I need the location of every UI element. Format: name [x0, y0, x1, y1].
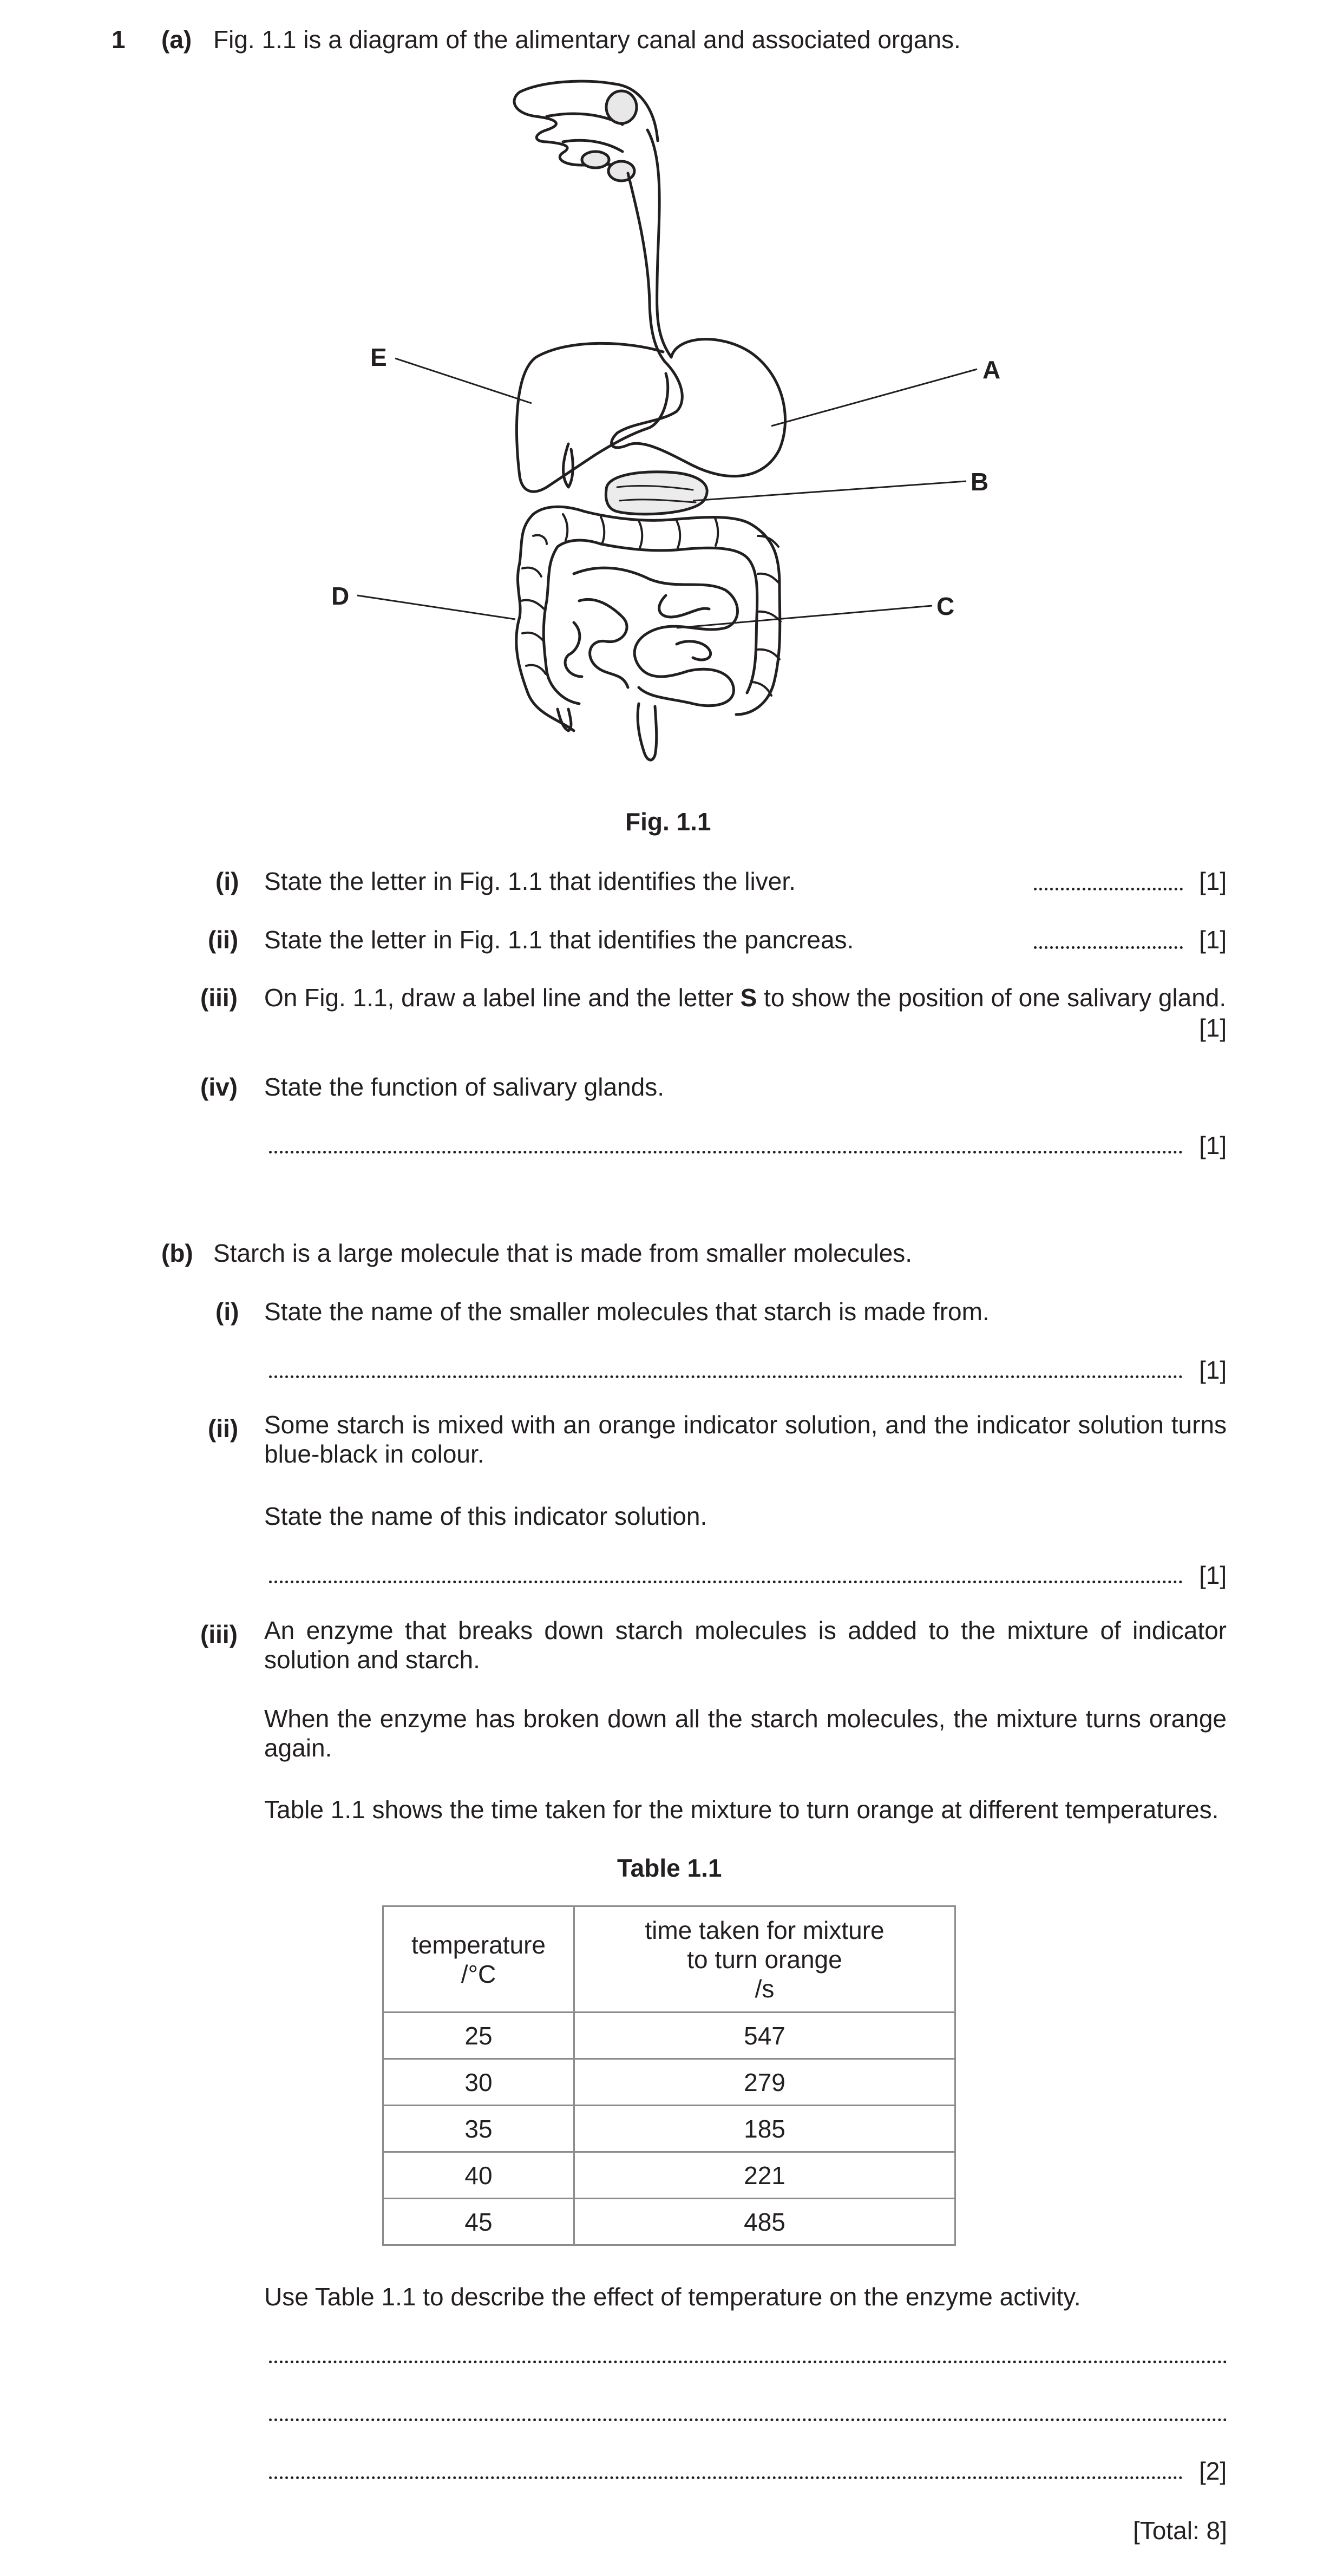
alimentary-canal-diagram — [0, 0, 1343, 801]
data-table — [382, 1905, 956, 2246]
table-row — [383, 2013, 955, 2059]
table-cell-time: 185 — [574, 2106, 955, 2152]
marks-a-iii: [1] — [1199, 1014, 1227, 1042]
part-b-stem: Starch is a large molecule that is made from smaller molecules. — [213, 1239, 913, 1267]
answer-line-b-iii-3[interactable] — [269, 2476, 1183, 2479]
label-line-b — [693, 481, 966, 501]
marks-a-i: [1] — [1199, 867, 1227, 895]
answer-line-a-i[interactable] — [1034, 888, 1183, 890]
letter-s: S — [740, 984, 757, 1012]
subpart-b-i-text: State the name of the smaller molecules that starch is made from. — [264, 1297, 990, 1326]
table-header-temperature: temperature /°C — [383, 1906, 574, 2013]
table-cell-temperature: 40 — [383, 2152, 574, 2199]
table-row — [383, 2059, 955, 2106]
table-row — [383, 2106, 955, 2152]
pancreas — [606, 472, 707, 514]
table-cell-temperature: 25 — [383, 2013, 574, 2059]
subpart-b-iii-label: (iii) — [200, 1620, 238, 1648]
subpart-b-ii-label: (ii) — [208, 1414, 239, 1443]
subpart-a-iv-text: State the function of salivary glands. — [264, 1073, 664, 1101]
liver — [516, 343, 667, 491]
table-row — [383, 2152, 955, 2199]
table-header-row — [383, 1906, 955, 2013]
question-number: 1 — [112, 25, 126, 54]
figure-letter-a: A — [982, 356, 1001, 384]
table-cell-temperature: 45 — [383, 2199, 574, 2245]
marks-b-i: [1] — [1199, 1356, 1227, 1384]
part-a-label: (a) — [161, 25, 192, 54]
subpart-b-ii-question: State the name of this indicator solution. — [264, 1502, 707, 1530]
subpart-a-i-label: (i) — [215, 867, 239, 895]
subpart-a-iii-label: (iii) — [200, 984, 238, 1012]
answer-line-b-ii[interactable] — [269, 1581, 1183, 1583]
figure-letter-c: C — [936, 592, 955, 620]
marks-b-ii: [1] — [1199, 1561, 1227, 1589]
large-intestine — [516, 507, 780, 731]
marks-a-ii: [1] — [1199, 926, 1227, 954]
total-marks: [Total: 8] — [1133, 2516, 1227, 2545]
figure-letter-b: B — [971, 468, 989, 496]
marks-a-iv: [1] — [1199, 1131, 1227, 1159]
figure-letter-d: D — [331, 582, 350, 610]
small-intestine — [574, 568, 738, 706]
subpart-a-iii-text: On Fig. 1.1, draw a label line and the letter S to show the position of one salivary gland. — [264, 984, 1227, 1012]
subpart-a-iv-label: (iv) — [200, 1073, 238, 1101]
answer-line-a-ii[interactable] — [1034, 946, 1183, 949]
stomach — [612, 339, 785, 476]
table-cell-time: 485 — [574, 2199, 955, 2245]
subpart-b-ii-text: Some starch is mixed with an orange indicator solution, and the indicator solution turns blue-black in colour. — [264, 1411, 1227, 1468]
marks-b-iii: [2] — [1199, 2457, 1227, 2485]
salivary-gland-parotid — [606, 91, 637, 123]
subpart-a-ii-label: (ii) — [208, 926, 239, 954]
subpart-b-iii-para1: An enzyme that breaks down starch molecules is added to the mixture of indicator solution and starch. — [264, 1616, 1227, 1674]
table-row — [383, 2199, 955, 2245]
part-a-stem: Fig. 1.1 is a diagram of the alimentary canal and associated organs. — [213, 25, 961, 54]
salivary-gland-submandibular — [608, 161, 634, 181]
subpart-b-iii-question: Use Table 1.1 to describe the effect of temperature on the enzyme activity. — [264, 2283, 1081, 2311]
subpart-b-iii-para3: Table 1.1 shows the time taken for the mixture to turn orange at different temperatures. — [264, 1795, 1219, 1824]
table-cell-time: 547 — [574, 2013, 955, 2059]
answer-line-b-i[interactable] — [269, 1375, 1183, 1378]
table-cell-time: 279 — [574, 2059, 955, 2106]
rectum — [638, 704, 657, 760]
part-b-label: (b) — [161, 1239, 193, 1267]
figure-caption: Fig. 1.1 — [625, 808, 711, 836]
subpart-a-i-text: State the letter in Fig. 1.1 that identifies the liver. — [264, 867, 796, 895]
answer-line-b-iii-2[interactable] — [269, 2418, 1227, 2421]
answer-line-a-iv[interactable] — [269, 1151, 1183, 1153]
salivary-gland-sublingual — [582, 152, 609, 168]
label-line-a — [771, 369, 977, 426]
table-cell-temperature: 35 — [383, 2106, 574, 2152]
subpart-a-ii-text: State the letter in Fig. 1.1 that identifies the pancreas. — [264, 926, 854, 954]
subpart-b-i-label: (i) — [215, 1297, 239, 1326]
answer-line-b-iii-1[interactable] — [269, 2361, 1227, 2363]
table-cell-temperature: 30 — [383, 2059, 574, 2106]
label-line-e — [395, 358, 532, 403]
figure-letter-e: E — [370, 343, 387, 371]
table-caption: Table 1.1 — [617, 1854, 722, 1882]
label-line-c — [677, 606, 932, 628]
label-line-d — [357, 595, 515, 619]
table-header-time: time taken for mixture to turn orange /s — [574, 1906, 955, 2013]
table-cell-time: 221 — [574, 2152, 955, 2199]
subpart-b-iii-para2: When the enzyme has broken down all the starch molecules, the mixture turns orange again. — [264, 1705, 1227, 1762]
